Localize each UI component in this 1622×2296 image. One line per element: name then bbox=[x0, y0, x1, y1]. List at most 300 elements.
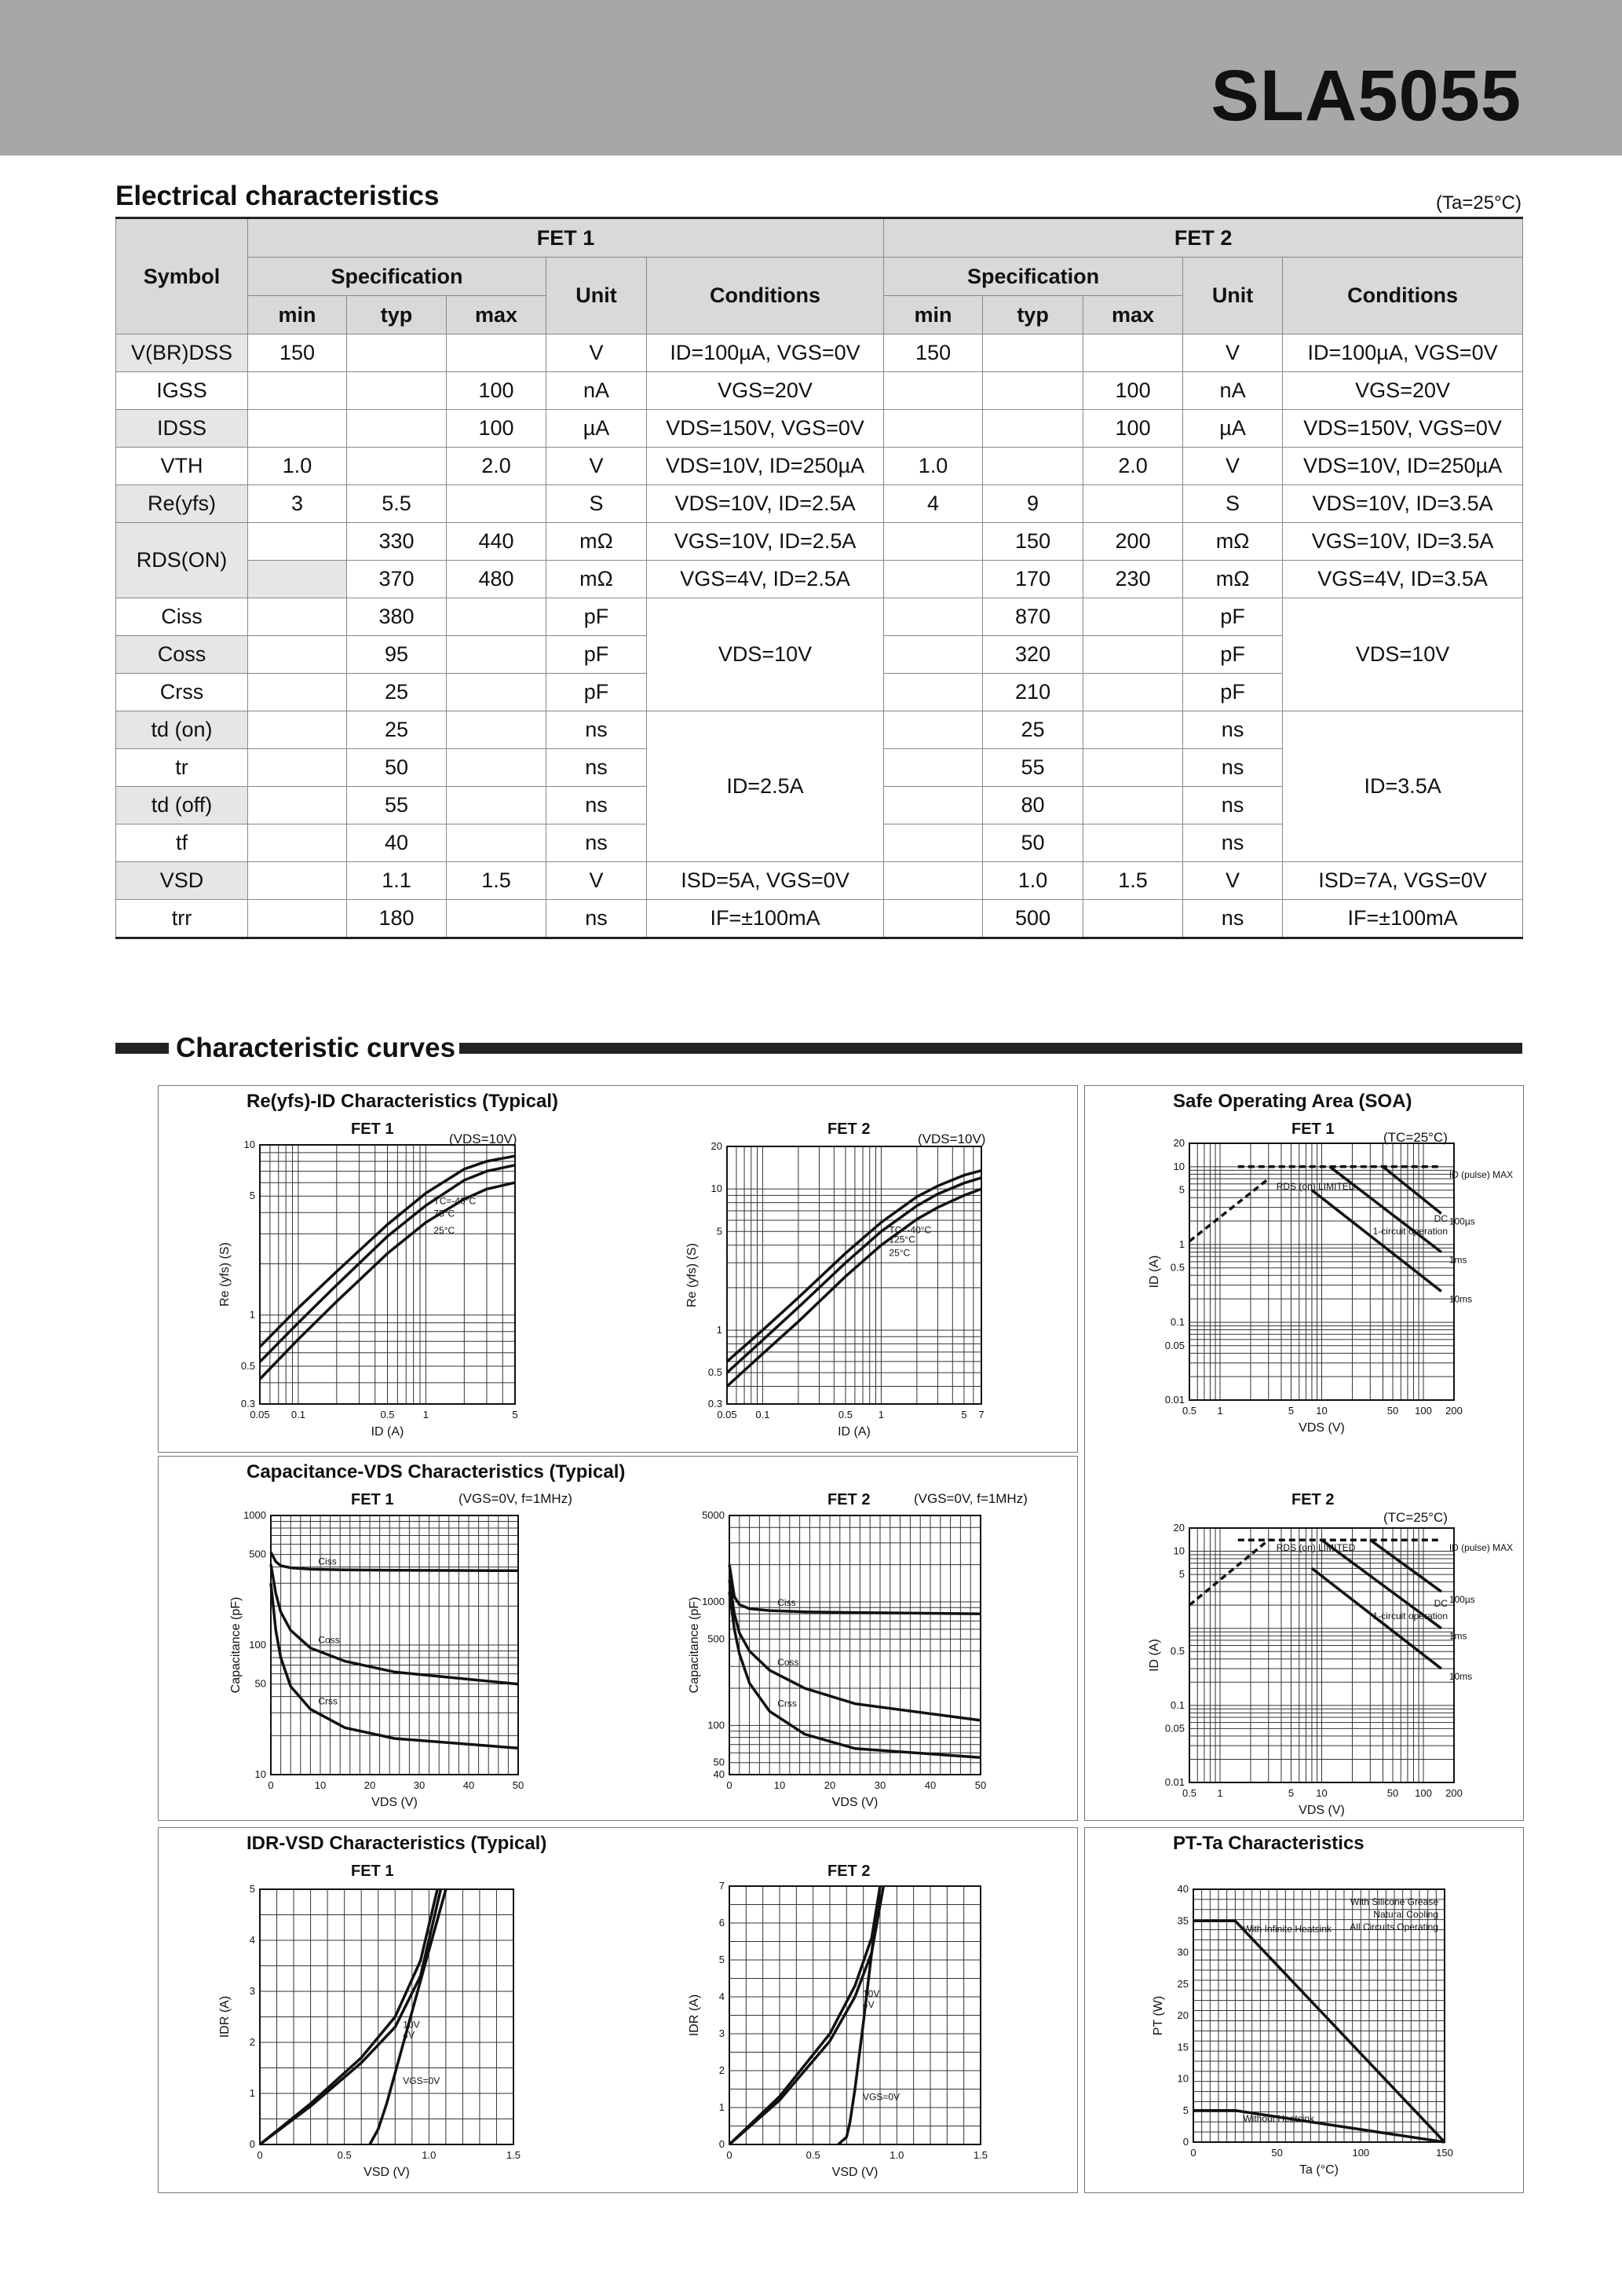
header-conditions-fet1: Conditions bbox=[647, 258, 884, 335]
typ-cell: 1.1 bbox=[347, 862, 447, 900]
unit-cell: mΩ bbox=[546, 523, 647, 561]
x-tick-label: 5 bbox=[961, 1409, 967, 1420]
cap-fet2-label: FET 2 bbox=[827, 1491, 871, 1508]
unit-cell: ns bbox=[546, 824, 647, 862]
typ-cell bbox=[983, 335, 1083, 372]
series-label: 25°C bbox=[433, 1224, 455, 1236]
series-label: 10V bbox=[863, 1987, 880, 1999]
min-cell: 1.0 bbox=[248, 448, 347, 485]
header-min-fet2: min bbox=[884, 296, 983, 335]
min-cell bbox=[884, 410, 983, 448]
max-cell bbox=[447, 824, 546, 862]
conditions-cell: VDS=10V bbox=[1283, 598, 1523, 711]
x-tick-label: 100 bbox=[1352, 2147, 1370, 2159]
typ-cell: 55 bbox=[983, 749, 1083, 787]
max-cell bbox=[447, 485, 546, 523]
y-tick-label: 15 bbox=[1177, 2041, 1189, 2053]
unit-cell: ns bbox=[546, 711, 647, 749]
symbol-cell: V(BR)DSS bbox=[116, 335, 248, 372]
y-tick-label: 5 bbox=[1178, 1183, 1185, 1196]
min-cell bbox=[884, 372, 983, 410]
y-tick-label: 40 bbox=[713, 1768, 725, 1780]
typ-cell: 150 bbox=[983, 523, 1083, 561]
typ-cell: 210 bbox=[983, 674, 1083, 711]
series-label: 1ms bbox=[1448, 1630, 1467, 1642]
soa-fet1-cond: (TC=25°C) bbox=[1383, 1130, 1448, 1145]
series-label: RDS (on) LIMITED bbox=[1276, 1542, 1356, 1554]
y-axis-label: PT (W) bbox=[1152, 1995, 1165, 2036]
unit-cell: mΩ bbox=[1183, 523, 1283, 561]
annotation-label: All Circuits Operating bbox=[1350, 1921, 1438, 1932]
series-label: Crss bbox=[318, 1695, 338, 1707]
min-cell bbox=[248, 523, 347, 561]
x-axis-label: VSD (V) bbox=[831, 2166, 879, 2179]
y-tick-label: 50 bbox=[713, 1756, 725, 1768]
series-label: 1ms bbox=[1448, 1254, 1467, 1266]
unit-cell: pF bbox=[1183, 674, 1283, 711]
conditions-cell: VDS=150V, VGS=0V bbox=[1283, 410, 1523, 448]
x-tick-label: 0.05 bbox=[250, 1409, 270, 1420]
y-tick-label: 1000 bbox=[243, 1509, 266, 1521]
x-tick-label: 1.0 bbox=[890, 2149, 904, 2161]
unit-cell: V bbox=[546, 448, 647, 485]
y-tick-label: 0.05 bbox=[1164, 1339, 1185, 1351]
min-cell bbox=[248, 410, 347, 448]
typ-cell: 9 bbox=[983, 485, 1083, 523]
typ-cell bbox=[347, 372, 447, 410]
section-rule-left bbox=[115, 1043, 169, 1054]
conditions-cell: VGS=20V bbox=[1283, 372, 1523, 410]
table-row bbox=[116, 410, 1523, 448]
conditions-cell: VGS=4V, ID=2.5A bbox=[647, 561, 884, 598]
header-max-fet1: max bbox=[447, 296, 546, 335]
electrical-table-body bbox=[116, 335, 1523, 938]
ambient-temperature-note: (Ta=25°C) bbox=[1436, 192, 1522, 214]
soa-fet2-label: FET 2 bbox=[1291, 1491, 1335, 1508]
pt-title: PT-Ta Characteristics bbox=[1173, 1833, 1364, 1854]
max-cell bbox=[447, 598, 546, 636]
typ-cell bbox=[983, 448, 1083, 485]
table-row bbox=[116, 900, 1523, 938]
x-tick-label: 200 bbox=[1445, 1405, 1463, 1417]
table-row bbox=[116, 711, 1523, 749]
series-label: 4V bbox=[403, 2029, 415, 2041]
symbol-cell: VTH bbox=[116, 448, 248, 485]
y-tick-label: 500 bbox=[249, 1548, 266, 1560]
x-tick-label: 100 bbox=[1415, 1787, 1432, 1799]
x-tick-label: 40 bbox=[924, 1779, 937, 1791]
y-tick-label: 1 bbox=[249, 1308, 255, 1321]
y-tick-label: 100 bbox=[249, 1639, 266, 1651]
max-cell bbox=[1083, 787, 1183, 824]
idr-fet1-label: FET 1 bbox=[351, 1863, 394, 1880]
min-cell bbox=[884, 598, 983, 636]
series-label: With Infinite Heatsink bbox=[1243, 1923, 1332, 1935]
x-tick-label: 10 bbox=[1316, 1787, 1328, 1799]
x-axis-label: VDS (V) bbox=[831, 1796, 879, 1809]
refs-fet2-cond: (VDS=10V) bbox=[918, 1132, 986, 1146]
x-tick-label: 20 bbox=[363, 1779, 376, 1791]
min-cell bbox=[248, 900, 347, 938]
min-cell bbox=[248, 824, 347, 862]
x-tick-label: 5 bbox=[512, 1409, 518, 1420]
x-tick-label: 1.5 bbox=[973, 2149, 988, 2161]
min-cell bbox=[248, 598, 347, 636]
typ-cell: 25 bbox=[983, 711, 1083, 749]
y-tick-label: 100 bbox=[707, 1719, 725, 1731]
conditions-cell: ISD=5A, VGS=0V bbox=[647, 862, 884, 900]
x-tick-label: 5 bbox=[1288, 1405, 1295, 1417]
max-cell: 1.5 bbox=[1083, 862, 1183, 900]
symbol-cell: Coss bbox=[116, 636, 248, 674]
y-tick-label: 10 bbox=[254, 1768, 266, 1780]
x-tick-label: 0 bbox=[726, 2149, 732, 2161]
x-axis-label: VDS (V) bbox=[371, 1796, 418, 1809]
min-cell bbox=[884, 711, 983, 749]
typ-cell: 1.0 bbox=[983, 862, 1083, 900]
series-label: 75°C bbox=[433, 1208, 455, 1219]
y-tick-label: 0 bbox=[1182, 2136, 1189, 2148]
min-cell bbox=[884, 900, 983, 938]
min-cell bbox=[884, 523, 983, 561]
max-cell: 2.0 bbox=[447, 448, 546, 485]
min-cell bbox=[884, 787, 983, 824]
x-tick-label: 100 bbox=[1415, 1405, 1432, 1417]
x-tick-label: 5 bbox=[1288, 1787, 1295, 1799]
y-tick-label: 10 bbox=[711, 1183, 722, 1195]
x-tick-label: 50 bbox=[512, 1779, 524, 1791]
typ-cell: 180 bbox=[347, 900, 447, 938]
y-tick-label: 5000 bbox=[702, 1509, 725, 1521]
electrical-characteristics-table bbox=[115, 217, 1523, 939]
unit-cell: mΩ bbox=[546, 561, 647, 598]
y-tick-label: 5 bbox=[716, 1225, 722, 1238]
x-tick-label: 30 bbox=[874, 1779, 886, 1791]
unit-cell: pF bbox=[546, 636, 647, 674]
x-tick-label: 30 bbox=[413, 1779, 426, 1791]
min-cell: 1.0 bbox=[884, 448, 983, 485]
min-cell bbox=[884, 674, 983, 711]
y-tick-label: 4 bbox=[718, 1991, 725, 2002]
series-label: 10ms bbox=[1448, 1293, 1473, 1305]
min-cell bbox=[248, 636, 347, 674]
max-cell bbox=[447, 335, 546, 372]
table-row bbox=[116, 372, 1523, 410]
table-row bbox=[116, 598, 1523, 636]
cap-fet2-cond: (VGS=0V, f=1MHz) bbox=[914, 1491, 1028, 1506]
min-cell bbox=[884, 636, 983, 674]
max-cell: 230 bbox=[1083, 561, 1183, 598]
series-label: 125°C bbox=[889, 1234, 915, 1245]
max-cell bbox=[1083, 824, 1183, 862]
series-label: Coss bbox=[318, 1634, 340, 1646]
soa-fet2-cond: (TC=25°C) bbox=[1383, 1510, 1448, 1525]
y-tick-label: 20 bbox=[711, 1140, 722, 1152]
x-tick-label: 0.5 bbox=[1182, 1405, 1197, 1417]
table-row bbox=[116, 485, 1523, 523]
typ-cell bbox=[983, 372, 1083, 410]
header-bar bbox=[0, 0, 1622, 155]
typ-cell: 170 bbox=[983, 561, 1083, 598]
max-cell: 100 bbox=[1083, 410, 1183, 448]
series-label: 10V bbox=[403, 2019, 420, 2031]
unit-cell: ns bbox=[1183, 900, 1283, 938]
series-label: 100µs bbox=[1448, 1216, 1475, 1227]
typ-cell: 25 bbox=[347, 711, 447, 749]
y-tick-label: 0.1 bbox=[1170, 1315, 1185, 1328]
min-cell: 150 bbox=[884, 335, 983, 372]
symbol-cell: Ciss bbox=[116, 598, 248, 636]
series-label: VGS=0V bbox=[863, 2091, 901, 2103]
x-tick-label: 10 bbox=[773, 1779, 786, 1791]
max-cell bbox=[1083, 674, 1183, 711]
conditions-cell: VDS=10V, ID=3.5A bbox=[1283, 485, 1523, 523]
series-label: 25°C bbox=[889, 1247, 911, 1259]
unit-cell: V bbox=[546, 335, 647, 372]
annotation-label: 1-circuit operation bbox=[1372, 1610, 1448, 1621]
y-tick-label: 50 bbox=[254, 1677, 266, 1690]
x-tick-label: 10 bbox=[314, 1779, 327, 1791]
y-tick-label: 1 bbox=[1178, 1238, 1185, 1250]
symbol-cell: tr bbox=[116, 749, 248, 787]
max-cell: 200 bbox=[1083, 523, 1183, 561]
y-axis-label: Re (yfs) (S) bbox=[685, 1243, 699, 1307]
y-tick-label: 10 bbox=[1173, 1545, 1185, 1557]
y-tick-label: 0.5 bbox=[1170, 1261, 1185, 1274]
min-cell bbox=[884, 749, 983, 787]
max-cell bbox=[1083, 900, 1183, 938]
header-typ-fet2: typ bbox=[983, 296, 1083, 335]
refs-fet1-label: FET 1 bbox=[351, 1121, 394, 1138]
symbol-cell: RDS(ON) bbox=[116, 523, 248, 598]
y-tick-label: 2 bbox=[249, 2036, 255, 2048]
x-tick-label: 50 bbox=[1271, 2147, 1283, 2159]
typ-cell: 330 bbox=[347, 523, 447, 561]
unit-cell: nA bbox=[1183, 372, 1283, 410]
conditions-cell: VDS=10V, ID=250µA bbox=[647, 448, 884, 485]
section-title-electrical: Electrical characteristics bbox=[115, 181, 440, 211]
annotation-label: Natural Cooling bbox=[1373, 1909, 1438, 1920]
max-cell bbox=[447, 900, 546, 938]
y-tick-label: 20 bbox=[1173, 1137, 1185, 1149]
series-label: Ciss bbox=[318, 1556, 337, 1567]
y-tick-label: 1000 bbox=[702, 1596, 725, 1607]
panel-refs bbox=[158, 1085, 1078, 1453]
x-tick-label: 0.05 bbox=[717, 1409, 737, 1420]
y-tick-label: 10 bbox=[1177, 2072, 1189, 2085]
header-unit-fet1: Unit bbox=[546, 258, 647, 335]
series-label: ID (pulse) MAX bbox=[1448, 1168, 1514, 1180]
x-tick-label: 0 bbox=[726, 1779, 732, 1791]
header-max-fet2: max bbox=[1083, 296, 1183, 335]
y-axis-label: IDR (A) bbox=[688, 1994, 701, 2037]
y-tick-label: 0.5 bbox=[240, 1359, 255, 1372]
min-cell bbox=[248, 674, 347, 711]
conditions-cell: VDS=150V, VGS=0V bbox=[647, 410, 884, 448]
min-cell bbox=[248, 862, 347, 900]
y-tick-label: 0.1 bbox=[1170, 1698, 1185, 1711]
min-cell bbox=[248, 787, 347, 824]
typ-cell: 50 bbox=[347, 749, 447, 787]
header-unit-fet2: Unit bbox=[1183, 258, 1283, 335]
conditions-cell: VDS=10V, ID=250µA bbox=[1283, 448, 1523, 485]
conditions-cell: ID=2.5A bbox=[647, 711, 884, 862]
cap-title: Capacitance-VDS Characteristics (Typical) bbox=[247, 1461, 626, 1483]
conditions-cell: IF=±100mA bbox=[647, 900, 884, 938]
y-axis-label: ID (A) bbox=[1148, 1255, 1161, 1289]
y-tick-label: 1 bbox=[716, 1323, 722, 1336]
soa-title: Safe Operating Area (SOA) bbox=[1173, 1091, 1412, 1112]
series-label: Ciss bbox=[777, 1597, 796, 1609]
typ-cell: 870 bbox=[983, 598, 1083, 636]
y-tick-label: 1 bbox=[249, 2087, 255, 2099]
x-tick-label: 0.5 bbox=[806, 2149, 820, 2161]
x-tick-label: 0.5 bbox=[838, 1409, 853, 1420]
y-tick-label: 0.01 bbox=[1164, 1394, 1185, 1406]
min-cell bbox=[248, 561, 347, 598]
y-axis-label: Capacitance (pF) bbox=[229, 1596, 243, 1694]
symbol-cell: IDSS bbox=[116, 410, 248, 448]
conditions-cell: VGS=10V, ID=2.5A bbox=[647, 523, 884, 561]
conditions-cell: ID=3.5A bbox=[1283, 711, 1523, 862]
table-row bbox=[116, 561, 1523, 598]
refs-fet2-label: FET 2 bbox=[827, 1121, 871, 1138]
unit-cell: ns bbox=[1183, 824, 1283, 862]
y-tick-label: 7 bbox=[718, 1880, 725, 1892]
unit-cell: V bbox=[1183, 335, 1283, 372]
min-cell: 150 bbox=[248, 335, 347, 372]
max-cell: 480 bbox=[447, 561, 546, 598]
max-cell: 100 bbox=[447, 372, 546, 410]
min-cell bbox=[884, 824, 983, 862]
y-tick-label: 25 bbox=[1177, 1977, 1189, 1990]
symbol-cell: td (on) bbox=[116, 711, 248, 749]
y-tick-label: 6 bbox=[718, 1917, 725, 1929]
typ-cell: 5.5 bbox=[347, 485, 447, 523]
typ-cell: 500 bbox=[983, 900, 1083, 938]
symbol-cell: tf bbox=[116, 824, 248, 862]
max-cell: 100 bbox=[1083, 372, 1183, 410]
panel-pt-ta bbox=[1084, 1827, 1524, 2193]
max-cell bbox=[1083, 485, 1183, 523]
max-cell bbox=[1083, 598, 1183, 636]
unit-cell: mΩ bbox=[1183, 561, 1283, 598]
x-tick-label: 50 bbox=[1386, 1405, 1399, 1417]
max-cell bbox=[447, 711, 546, 749]
max-cell bbox=[1083, 636, 1183, 674]
typ-cell: 80 bbox=[983, 787, 1083, 824]
y-tick-label: 35 bbox=[1177, 1914, 1189, 1927]
table-row bbox=[116, 523, 1523, 561]
conditions-cell: ID=100µA, VGS=0V bbox=[647, 335, 884, 372]
x-tick-label: 0.1 bbox=[755, 1409, 770, 1420]
x-tick-label: 1 bbox=[1217, 1405, 1223, 1417]
symbol-cell: td (off) bbox=[116, 787, 248, 824]
y-tick-label: 0.5 bbox=[1170, 1645, 1185, 1658]
y-tick-label: 0.3 bbox=[707, 1398, 722, 1409]
typ-cell bbox=[347, 448, 447, 485]
x-tick-label: 0.5 bbox=[380, 1409, 395, 1420]
y-tick-label: 1 bbox=[718, 2101, 725, 2113]
table-row bbox=[116, 448, 1523, 485]
symbol-cell: trr bbox=[116, 900, 248, 938]
x-axis-label: ID (A) bbox=[371, 1425, 404, 1439]
unit-cell: ns bbox=[546, 787, 647, 824]
max-cell bbox=[447, 787, 546, 824]
y-tick-label: 10 bbox=[243, 1139, 255, 1150]
unit-cell: ns bbox=[546, 749, 647, 787]
series-label: Crss bbox=[777, 1698, 797, 1709]
y-tick-label: 3 bbox=[718, 2027, 725, 2039]
y-tick-label: 500 bbox=[707, 1632, 725, 1645]
annotation-label: DC bbox=[1434, 1598, 1448, 1609]
x-axis-label: VDS (V) bbox=[1299, 1804, 1345, 1817]
unit-cell: pF bbox=[1183, 636, 1283, 674]
max-cell bbox=[1083, 711, 1183, 749]
y-axis-label: IDR (A) bbox=[218, 1995, 232, 2038]
conditions-cell: VDS=10V, ID=2.5A bbox=[647, 485, 884, 523]
max-cell bbox=[1083, 335, 1183, 372]
x-axis-label: ID (A) bbox=[838, 1425, 871, 1439]
x-tick-label: 50 bbox=[974, 1779, 987, 1791]
max-cell: 1.5 bbox=[447, 862, 546, 900]
unit-cell: pF bbox=[546, 598, 647, 636]
x-axis-label: Ta (°C) bbox=[1299, 2163, 1339, 2177]
conditions-cell: VGS=4V, ID=3.5A bbox=[1283, 561, 1523, 598]
min-cell bbox=[884, 561, 983, 598]
x-tick-label: 0.5 bbox=[337, 2149, 352, 2161]
series-label: Coss bbox=[777, 1657, 799, 1669]
conditions-cell: ID=100µA, VGS=0V bbox=[1283, 335, 1523, 372]
y-tick-label: 5 bbox=[249, 1190, 255, 1202]
conditions-cell: ISD=7A, VGS=0V bbox=[1283, 862, 1523, 900]
x-tick-label: 40 bbox=[462, 1779, 475, 1791]
y-tick-label: 0.05 bbox=[1164, 1722, 1185, 1735]
x-tick-label: 0.1 bbox=[290, 1409, 305, 1420]
refs-fet1-cond: (VDS=10V) bbox=[449, 1132, 517, 1146]
symbol-cell: IGSS bbox=[116, 372, 248, 410]
typ-cell bbox=[347, 410, 447, 448]
unit-cell: S bbox=[1183, 485, 1283, 523]
x-tick-label: 1 bbox=[422, 1409, 429, 1420]
conditions-cell: VGS=10V, ID=3.5A bbox=[1283, 523, 1523, 561]
y-tick-label: 2 bbox=[718, 2064, 725, 2076]
series-label: TC=-40°C bbox=[889, 1224, 932, 1236]
series-label: RDS (on) LIMITED bbox=[1276, 1181, 1356, 1193]
x-tick-label: 7 bbox=[978, 1409, 985, 1420]
y-tick-label: 5 bbox=[1182, 2104, 1189, 2116]
typ-cell: 95 bbox=[347, 636, 447, 674]
header-typ-fet1: typ bbox=[347, 296, 447, 335]
panel-capacitance bbox=[158, 1456, 1078, 1821]
header-min-fet1: min bbox=[248, 296, 347, 335]
x-tick-label: 10 bbox=[1316, 1405, 1328, 1417]
symbol-cell: Re(yfs) bbox=[116, 485, 248, 523]
annotation-label: DC bbox=[1434, 1213, 1448, 1224]
typ-cell: 370 bbox=[347, 561, 447, 598]
x-tick-label: 1 bbox=[1217, 1787, 1223, 1799]
annotation-label: 1-circuit operation bbox=[1372, 1226, 1448, 1237]
header-fet1: FET 1 bbox=[248, 218, 884, 258]
unit-cell: V bbox=[546, 862, 647, 900]
x-tick-label: 0 bbox=[1190, 2147, 1196, 2159]
unit-cell: V bbox=[1183, 862, 1283, 900]
typ-cell bbox=[983, 410, 1083, 448]
min-cell: 3 bbox=[248, 485, 347, 523]
min-cell bbox=[248, 749, 347, 787]
y-tick-label: 40 bbox=[1177, 1883, 1189, 1895]
unit-cell: ns bbox=[1183, 787, 1283, 824]
